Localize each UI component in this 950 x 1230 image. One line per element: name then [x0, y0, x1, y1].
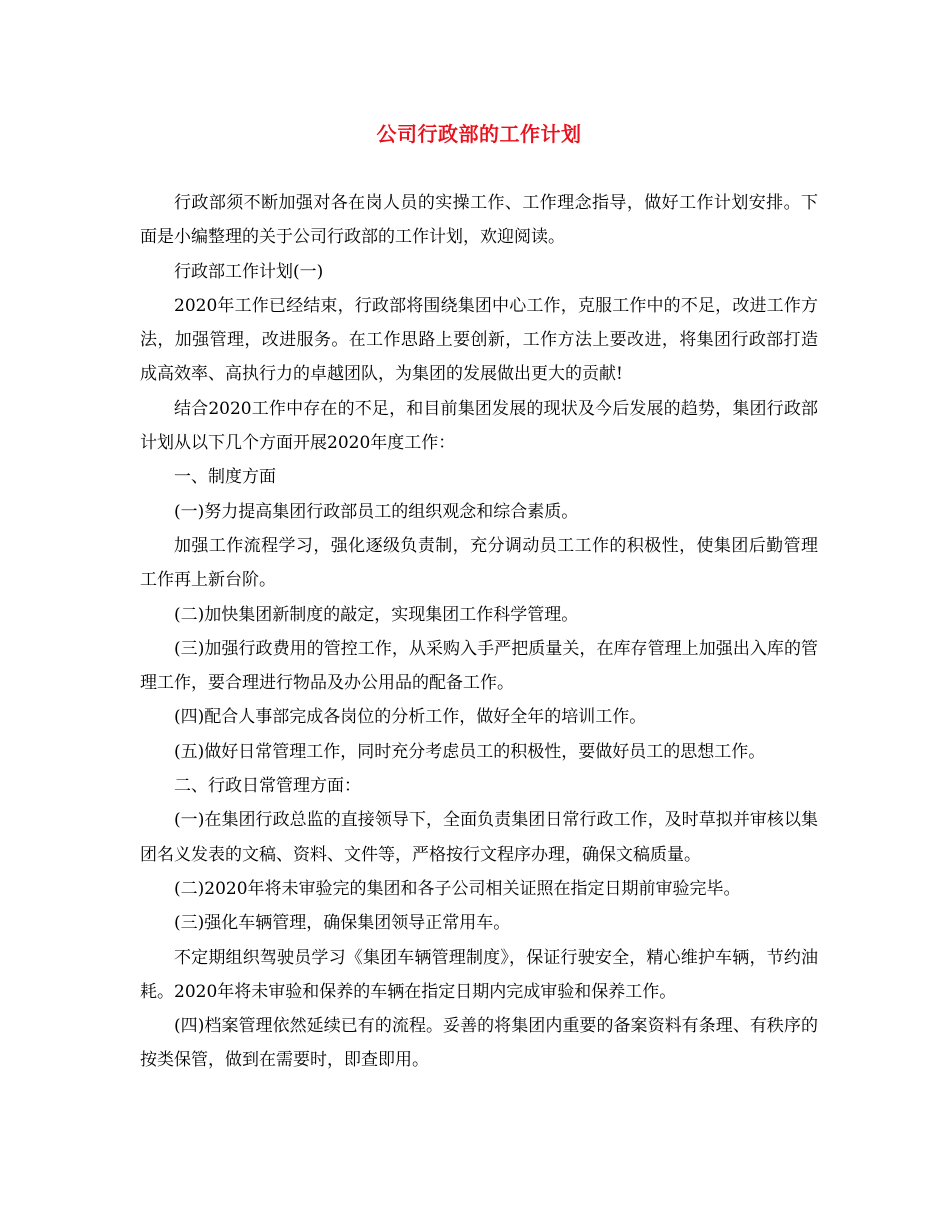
document-title: 公司行政部的工作计划 [376, 122, 582, 146]
list-item: (三)强化车辆管理，确保集团领导正常用车。 [174, 913, 511, 934]
list-item: (四)配合人事部完成各岗位的分析工作，做好全年的培训工作。 [174, 707, 647, 728]
list-item: (一)在集团行政总监的直接领导下，全面负责集团日常行政工作，及时草拟并审核以集团名义发表的文稿、资料、文件等，严格按行文程序办理，确保文稿质量。 [140, 810, 818, 865]
paragraph-intro: 行政部须不断加强对各在岗人员的实操工作、工作理念指导，做好工作计划安排。下面是小编整理的关于公司行政部的工作计划，欢迎阅读。 [140, 193, 818, 248]
list-item: (一)努力提高集团行政部员工的组织观念和综合素质。 [174, 501, 579, 522]
section-heading-system: 一、制度方面 [174, 467, 276, 488]
paragraph: 加强工作流程学习，强化逐级负责制，充分调动员工工作的积极性，使集团后勤管理工作再上新台阶。 [140, 535, 818, 591]
section-heading-plan-one: 行政部工作计划(一) [174, 261, 324, 282]
paragraph: 结合2020工作中存在的不足，和目前集团发展的现状及今后发展的趋势，集团行政部计划从以下几个方面开展2020年度工作： [140, 398, 818, 454]
paragraph: 2020年工作已经结束，行政部将围绕集团中心工作，克服工作中的不足，改进工作方法，加强管理，改进服务。在工作思路上要创新，工作方法上要改进，将集团行政部打造成高效率、高执行力的卓越团队，为集团的发展做出更大的贡献! [140, 295, 818, 385]
list-item: (三)加强行政费用的管控工作，从采购入手严把质量关，在库存管理上加强出入库的管理工作，要合理进行物品及办公用品的配备工作。 [140, 638, 818, 694]
list-item: (二)加快集团新制度的敲定，实现集团工作科学管理。 [174, 604, 579, 625]
section-heading-daily-management: 二、行政日常管理方面： [174, 776, 361, 797]
list-item: (四)档案管理依然延续已有的流程。妥善的将集团内重要的备案资料有条理、有秩序的按类保管，做到在需要时，即查即用。 [140, 1016, 818, 1071]
paragraph: 不定期组织驾驶员学习《集团车辆管理制度》，保证行驶安全，精心维护车辆，节约油耗。2020年将未审验和保养的车辆在指定日期内完成审验和保养工作。 [140, 947, 818, 1002]
list-item: (二)2020年将未审验完的集团和各子公司相关证照在指定日期前审验完毕。 [174, 878, 741, 899]
document-body [140, 186, 818, 1078]
list-item: (五)做好日常管理工作，同时充分考虑员工的积极性，要做好员工的思想工作。 [174, 741, 766, 762]
